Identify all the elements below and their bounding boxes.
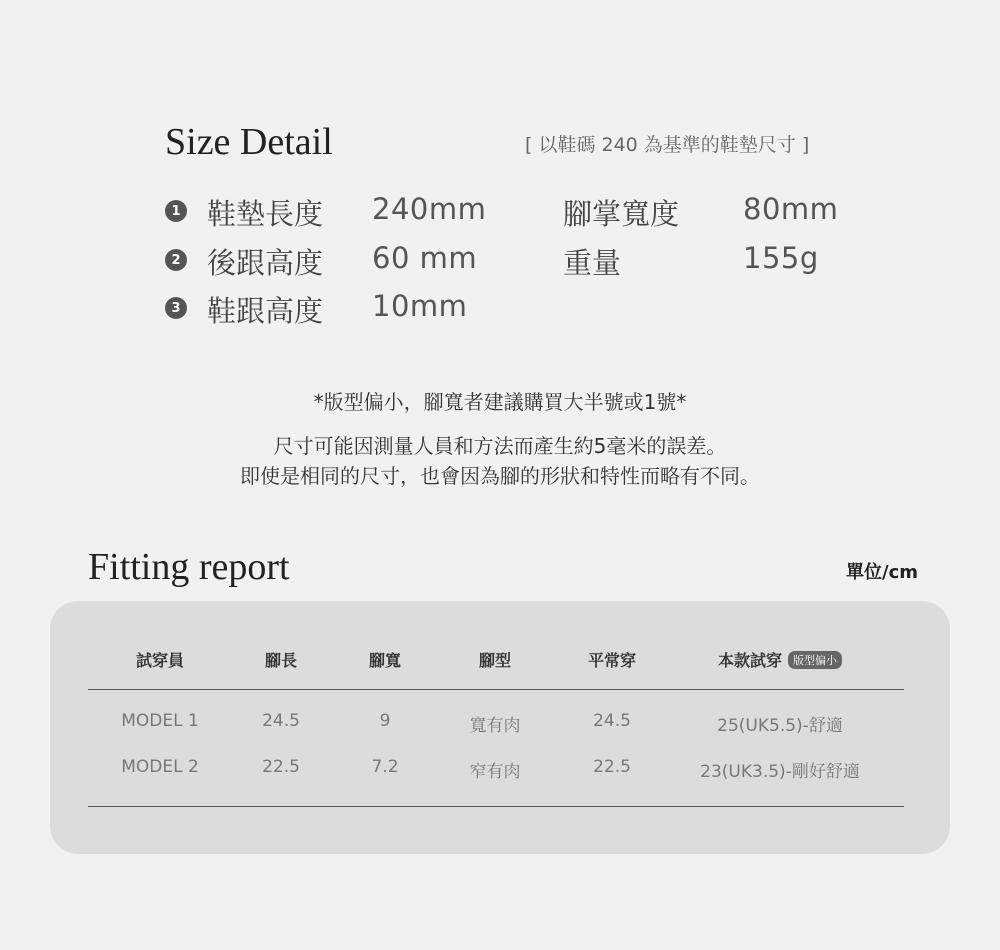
column-header-foot-length: 腳長 [264, 651, 297, 670]
spec-label-insole-length: 鞋墊長度 [207, 197, 324, 231]
table-row-2-tester: MODEL 2 [121, 757, 199, 777]
table-row-1-foot-width: 9 [379, 711, 391, 731]
column-header-tester: 試穿員 [135, 651, 184, 670]
table-row-1-foot-length: 24.5 [262, 711, 300, 731]
column-header-this-model [680, 648, 880, 671]
table-row-1-foot-type: 寬有肉 [469, 716, 521, 736]
spec-value-insole-length: 240mm [372, 192, 487, 226]
unit-label: 單位/cm [846, 562, 918, 583]
table-row-1-tester: MODEL 1 [121, 711, 199, 731]
table-row-2-foot-type: 窄有肉 [469, 762, 521, 782]
spec-label-heel-height: 鞋跟高度 [207, 294, 324, 328]
column-header-usual-size: 平常穿 [587, 651, 636, 670]
spec-label-heel-counter-height: 後跟高度 [207, 246, 324, 280]
number-badge-2: 2 [165, 249, 187, 271]
column-header-foot-width: 腳寬 [368, 651, 401, 670]
size-detail-title: Size Detail [165, 121, 333, 163]
table-row-2-foot-length: 22.5 [262, 757, 300, 777]
spec-value-heel-counter-height: 60 mm [372, 241, 478, 275]
spec-value-weight: 155g [743, 241, 819, 275]
fit-variation-note: 即使是相同的尺寸，也會因為腳的形狀和特性而略有不同。 [240, 464, 760, 488]
table-row-1-this-model: 25(UK5.5)-舒適 [717, 716, 843, 736]
table-row-2-usual-size: 22.5 [593, 757, 631, 777]
fitting-report-title: Fitting report [88, 546, 290, 588]
column-header-foot-type: 腳型 [478, 651, 511, 670]
table-bottom-divider [88, 806, 904, 807]
spec-label-forefoot-width: 腳掌寬度 [563, 197, 680, 231]
table-row-2-foot-width: 7.2 [371, 757, 399, 777]
measurement-note: 尺寸可能因測量人員和方法而產生約5毫米的誤差。 [273, 434, 727, 458]
spec-value-forefoot-width: 80mm [743, 192, 839, 226]
table-row-2-this-model: 23(UK3.5)-剛好舒適 [700, 762, 860, 782]
runs-small-badge: 版型偏小 [788, 651, 842, 669]
spec-label-weight: 重量 [563, 246, 622, 280]
this-model-label: 本款試穿 [717, 651, 782, 670]
number-badge-1: 1 [165, 200, 187, 222]
size-basis-note: [ 以鞋碼 240 為基準的鞋墊尺寸 ] [525, 134, 810, 156]
table-header-divider [88, 689, 904, 690]
spec-value-heel-height: 10mm [372, 289, 468, 323]
size-warning: *版型偏小，腳寬者建議購買大半號或1號* [313, 390, 687, 414]
table-row-1-usual-size: 24.5 [593, 711, 631, 731]
number-badge-3: 3 [165, 297, 187, 319]
